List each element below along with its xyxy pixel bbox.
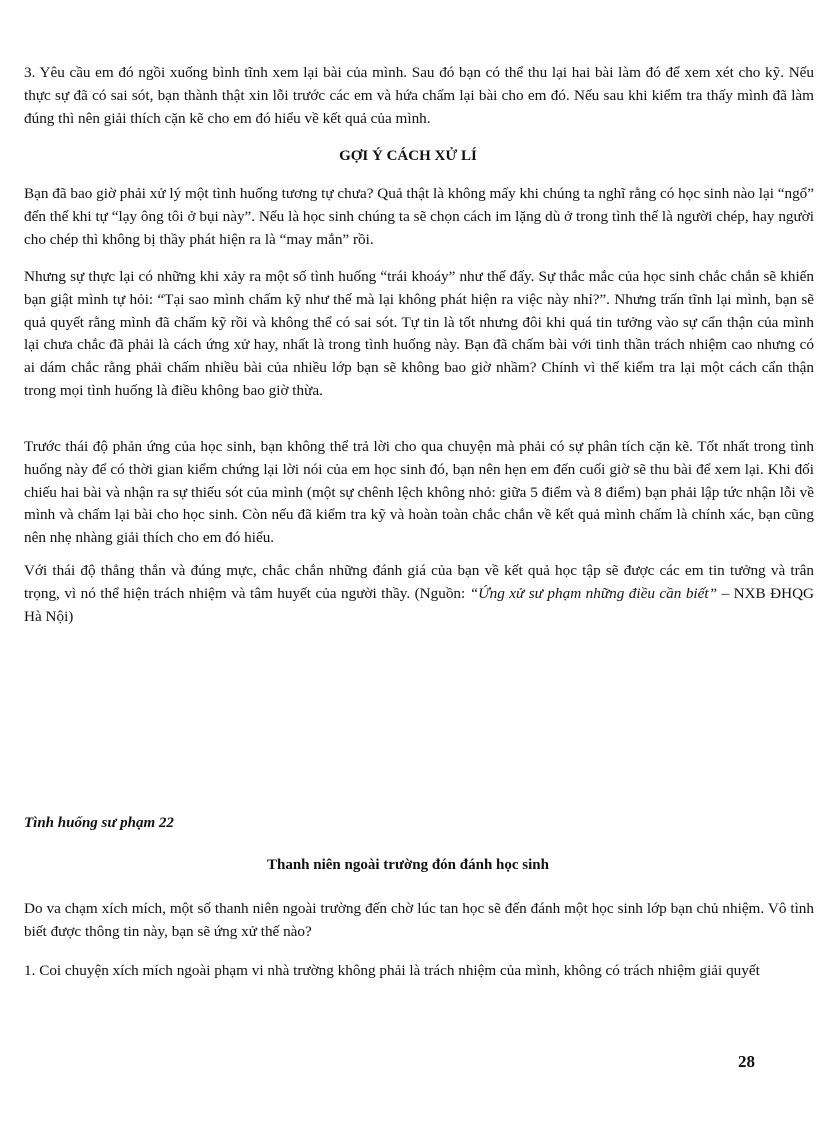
source-publisher: – NXB ĐHQG Hà Nội) [24,584,815,625]
paragraph-suggestion-2: Nhưng sự thực lại có những khi xảy ra một số tình huống “trái khoáy” như thế đấy. Sự thắc mắc của học sinh chắc chắn sẽ khiến bạn giật mình tự hỏi: “Tại sao mình chấm kỹ như thế mà lại không phát hiện ra việc này nhỉ?”. Nhưng trấn tĩnh lại mình, bạn sẽ quả quyết rằng mình đã chấm kỹ rồi và không thể có sai sót. Tự tin là tốt nhưng đôi khi quá tin tưởng vào sự cẩn thận của mình lại chưa chắc đã phải là cách ứng xử hay, nhất là trong tình huống này. Bạn đã chấm bài với tinh thần trách nhiệm cao nhưng có ai dám chắc rằng phải chấm nhiều bài của nhiều lớp bạn sẽ không bao giờ nhầm? Chính vì thế kiểm tra lại một cách cẩn thận trong mọi tình huống là điều không bao giờ thừa. [24,268,814,399]
case-option-1: 1. Coi chuyện xích mích ngoài phạm vi nhà trường không phải là trách nhiệm của mình, không có trách nhiệm giải quyết [24,962,760,979]
paragraph-4-text: Với thái độ thẳng thắn và đúng mực, chắc chắn những đánh giá của bạn về kết quả học tập sẽ được các em tin tưởng và trân trọng, vì nó thể hiện trách nhiệm và tâm huyết của người thầy. (Nguồn: [24,562,814,602]
paragraph-suggestion-1: Bạn đã bao giờ phải xử lý một tình huống tương tự chưa? Quả thật là không mấy khi chúng ta nghĩ rằng có học sinh nào lại “ngổ” đến thế khi tự “lạy ông tôi ở bụi này”. Nếu là học sinh chúng ta sẽ chọn cách im lặng dù ở trong tình thế là người chép, hay người cho chép thì không bị thầy phát hiện ra là “may mắn” rồi. [24,185,814,248]
source-book-title: “Ứng xử sư phạm những điều cần biết” [469,584,718,602]
page-number: 28 [738,1052,755,1071]
paragraph-option-3: 3. Yêu cầu em đó ngồi xuống bình tĩnh xem lại bài của mình. Sau đó bạn có thể thu lại hai bài làm đó để xem xét cho kỹ. Nếu thực sự đã có sai sót, bạn thành thật xin lỗi trước các em và hứa chấm lại bài cho em đó. Nếu sau khi kiểm tra thấy mình đã làm đúng thì nên giải thích cặn kẽ cho em đó hiểu về kết quả của mình. [24,64,814,127]
case-question: Do va chạm xích mích, một số thanh niên ngoài trường đến chờ lúc tan học sẽ đến đánh một học sinh lớp bạn chủ nhiệm. Vô tình biết được thông tin này, bạn sẽ ứng xử thế nào? [24,900,814,940]
case-label: Tình huống sư phạm 22 [24,815,174,831]
paragraph-suggestion-3: Trước thái độ phản ứng của học sinh, bạn không thể trả lời cho qua chuyện mà phải có sự phân tích cặn kẽ. Tốt nhất trong tình huống này để có thời gian kiểm chứng lại lời nói của em học sinh đó, bạn nên hẹn em đến cuối giờ sẽ thu bài để xem lại. Khi đối chiếu hai bài và nhận ra sự thiếu sót của mình (một sự chênh lệch không nhỏ: giữa 5 điểm và 8 điểm) bạn phải lập tức nhận lỗi về mình và chấm lại bài cho học sinh. Còn nếu đã kiểm tra kỹ và hoàn toàn chắc chắn về kết quả mình chấm là chính xác, bạn cũng nên nhẹ nhàng giải thích cho em đó hiểu. [24,438,814,547]
section-heading-suggestion: GỢI Ý CÁCH XỬ LÍ [339,148,477,164]
case-title: Thanh niên ngoài trường đón đánh học sinh [266,857,549,873]
paragraph-suggestion-4 [24,560,814,628]
